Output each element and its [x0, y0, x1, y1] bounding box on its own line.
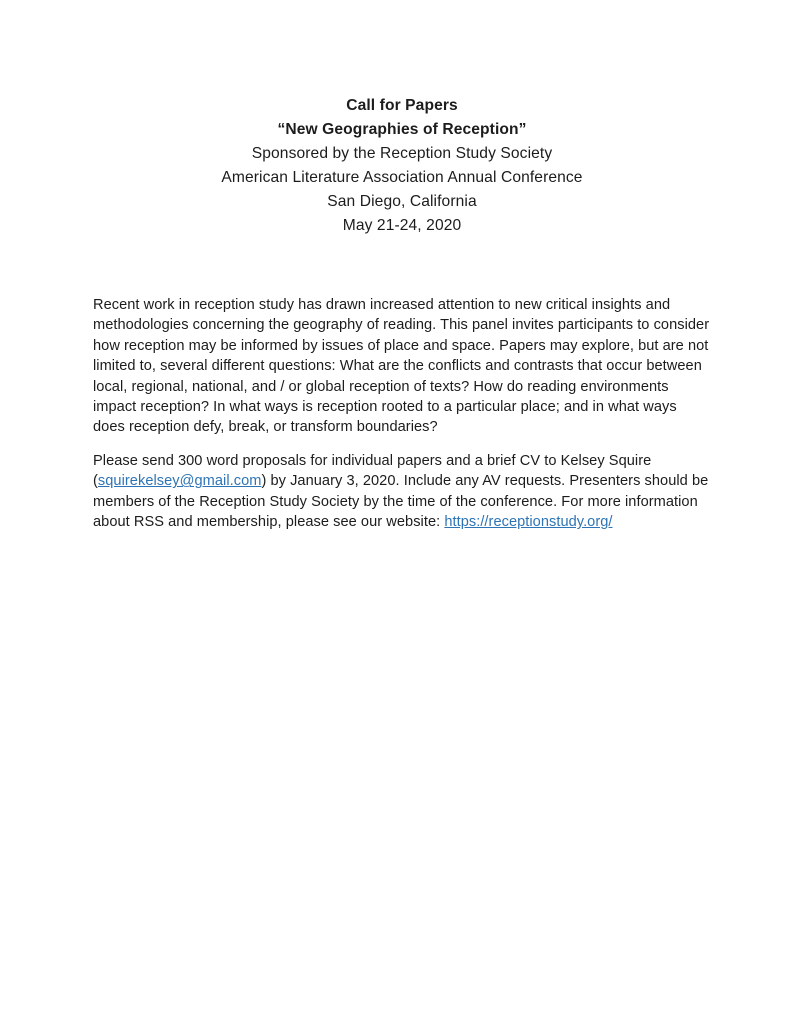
submission-text-before-email: Please send 300 word proposals for individual papers and a brief CV to Kelsey Squire (	[93, 452, 652, 490]
title-line-dates: May 21-24, 2020	[342, 217, 462, 234]
paragraph-submission-info	[93, 451, 711, 533]
document-content	[93, 94, 711, 532]
title-block	[93, 94, 711, 238]
submission-text-after-email: ) by January 3, 2020. Include any AV requests. Presenters should be members of the Reception Study Society by the time of the conference. For more information about RSS and membership, please see our website:	[93, 473, 709, 531]
title-line-call-for-papers: Call for Papers	[346, 97, 458, 114]
title-line-panel-name: “New Geographies of Reception”	[277, 121, 527, 138]
title-line-sponsor: Sponsored by the Reception Study Society	[251, 145, 553, 162]
title-line-location: San Diego, California	[327, 193, 477, 210]
paragraph-panel-description: Recent work in reception study has drawn increased attention to new critical insights and methodologies concerning the geography of reading. This panel invites participants to consider how reception may be informed by issues of place and space. Papers may explore, but are not limited to, several different questions: What are the conflicts and contrasts that occur between local, regional, national, and / or global reception of texts? How do reading environments impact reception? In what ways is reception rooted to a particular place; and in what ways does reception defy, break, or transform boundaries?	[93, 297, 710, 436]
website-link[interactable]: https://receptionstudy.org/	[444, 514, 613, 531]
title-line-conference: American Literature Association Annual Conference	[221, 169, 583, 186]
email-link[interactable]: squirekelsey@gmail.com	[97, 473, 262, 490]
